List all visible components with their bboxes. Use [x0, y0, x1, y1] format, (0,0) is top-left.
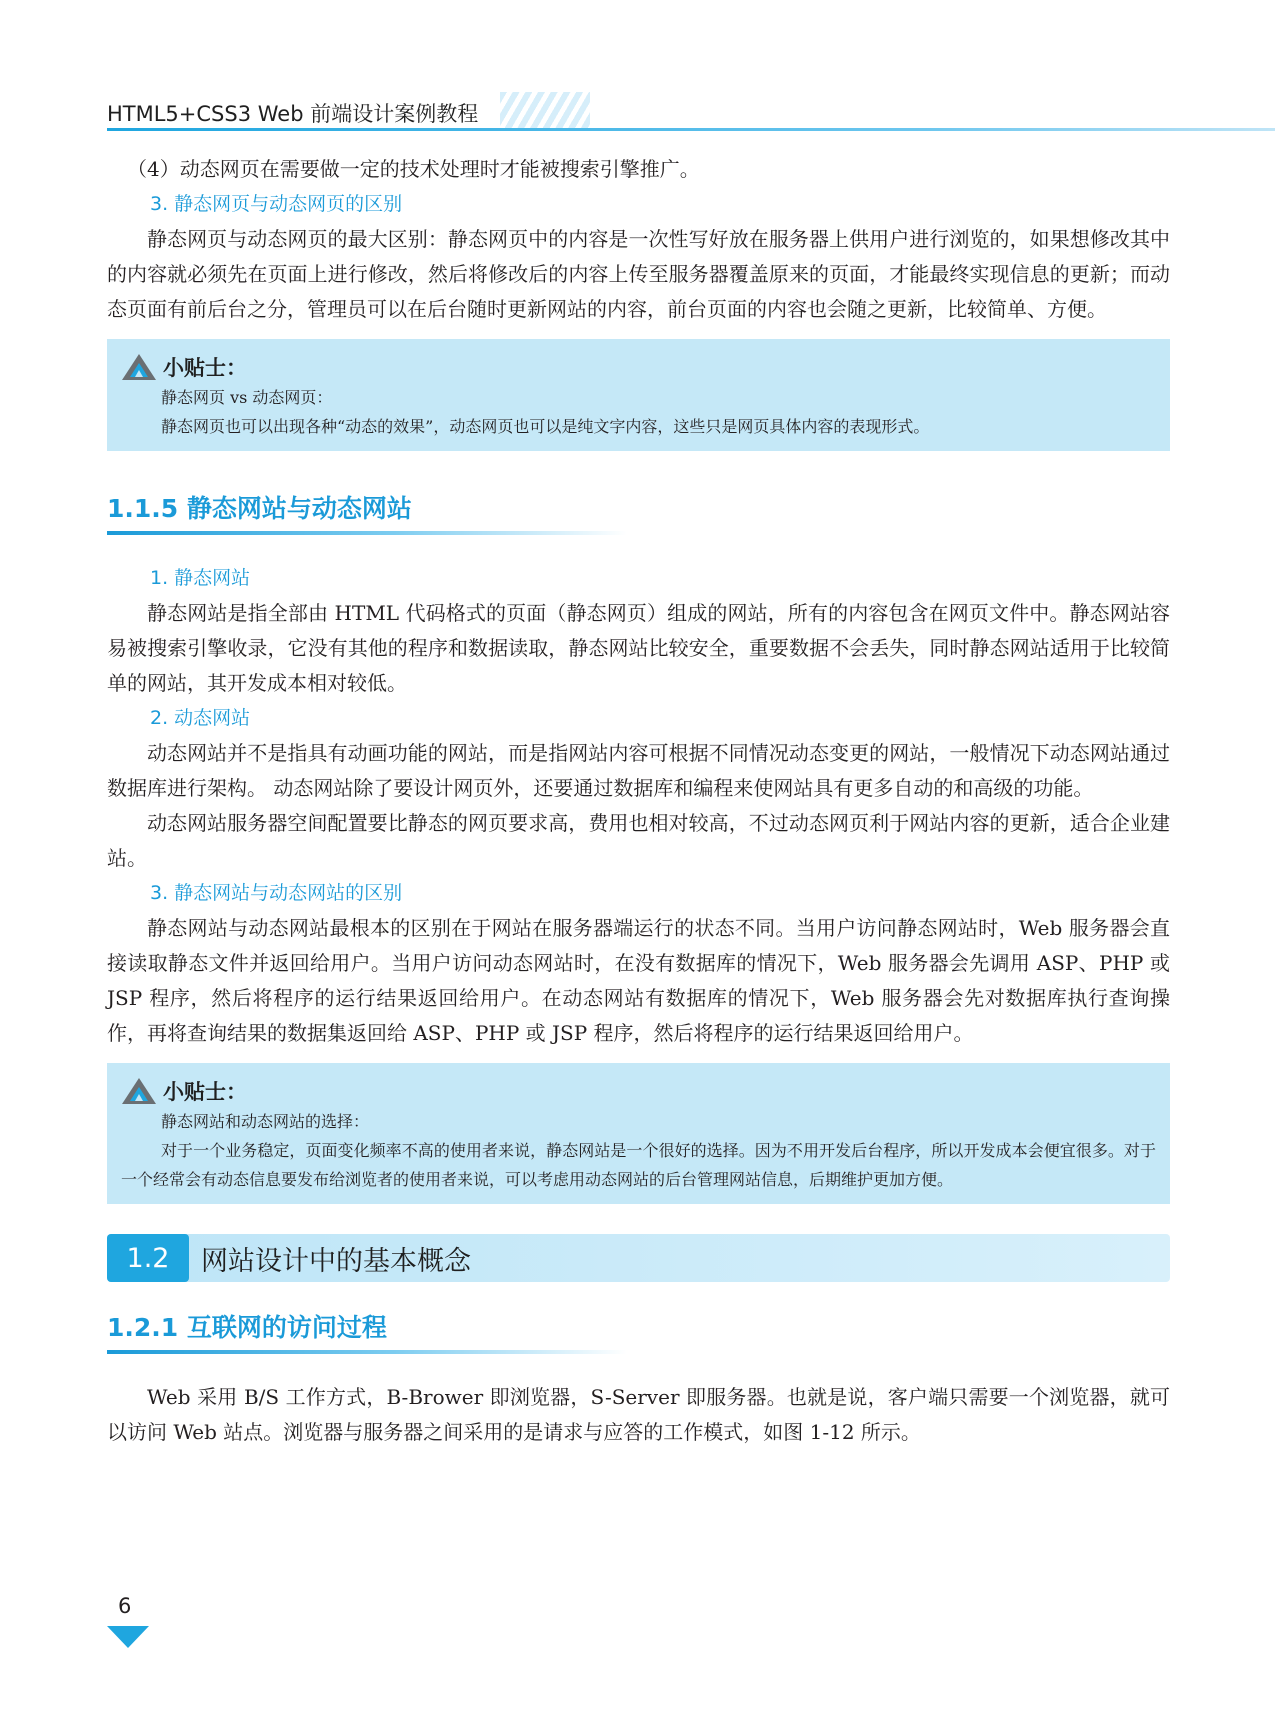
paragraph-web-access: Web 采用 B/S 工作方式，B-Brower 即浏览器，S-Server 即服务器。也就是说，客户端只需要一个浏览器，就可以访问 Web 站点。浏览器与服务器之间采用的是请求与应答的工作模式，如图 1-12 所示。: [107, 1385, 1170, 1444]
header-stripes-decoration: [500, 92, 590, 128]
list-item-4: （4）动态网页在需要做一定的技术处理时才能被搜索引擎推广。: [127, 157, 700, 181]
paragraph-page-difference: 静态网页与动态网页的最大区别：静态网页中的内容是一次性写好放在服务器上供用户进行浏览的，如果想修改其中的内容就必须先在页面上进行修改，然后将修改后的内容上传至服务器覆盖原来的页面，才能最终实现信息的更新；而动态页面有前后台之分，管理员可以在后台随时更新网站的内容，前台页面的内容也会随之更新，比较简单、方便。: [107, 227, 1170, 321]
paragraph-static-site: 静态网站是指全部由 HTML 代码格式的页面（静态网页）组成的网站，所有的内容包含在网页文件中。静态网站容易被搜索引擎收录，它没有其他的程序和数据读取，静态网站比较安全，重要数据不会丢失，同时静态网站适用于比较简单的网站，其开发成本相对较低。: [107, 601, 1170, 695]
tip-header: [121, 351, 1156, 383]
tip-title: 小贴士：: [163, 356, 247, 380]
running-header-title: HTML5+CSS3 Web 前端设计案例教程: [107, 102, 479, 126]
section-title: 1.2.1 互联网的访问过程: [107, 1313, 387, 1342]
section-underline: [107, 1350, 627, 1354]
page-number: 6: [118, 1594, 132, 1618]
page-arrow-icon: [107, 1626, 149, 1648]
subheading-site-difference: 3. 静态网站与动态网站的区别: [150, 882, 403, 904]
subheading-dynamic-site: 2. 动态网站: [150, 707, 251, 729]
tip-triangle-icon: [121, 353, 157, 381]
section-title: 网站设计中的基本概念: [201, 1245, 471, 1277]
tip-box-1: [107, 339, 1170, 451]
chapter-section-1-2: [107, 1234, 1170, 1282]
tip-line: 静态网页也可以出现各种“动态的效果”，动态网页也可以是纯文字内容，这些只是网页具体内容的表现形式。: [161, 417, 930, 436]
header-rule: [107, 128, 1275, 131]
page-content: [107, 152, 1170, 1450]
paragraph-dynamic-site-cost: 动态网站服务器空间配置要比静态的网页要求高，费用也相对较高，不过动态网页利于网站内容的更新，适合企业建站。: [107, 811, 1170, 870]
paragraph-site-difference: 静态网站与动态网站最根本的区别在于网站在服务器端运行的状态不同。当用户访问静态网站时，Web 服务器会直接读取静态文件并返回给用户。当用户访问动态网站时，在没有数据库的情况下，Web 服务器会先调用 ASP、PHP 或 JSP 程序，然后将程序的运行结果返回给用户。在动态网站有数据库的情况下，Web 服务器会先对数据库执行查询操作，再将查询结果的数据集返回给 ASP、PHP 或 JSP 程序，然后将程序的运行结果返回给用户。: [107, 916, 1170, 1045]
section-title: 1.1.5 静态网站与动态网站: [107, 494, 412, 523]
tip-box-2: [107, 1063, 1170, 1204]
tip-triangle-icon: [121, 1077, 157, 1105]
section-underline: [107, 531, 627, 535]
tip-header: [121, 1075, 1156, 1107]
section-number-badge: 1.2: [107, 1234, 189, 1282]
tip-line: 静态网页 vs 动态网页：: [161, 388, 333, 407]
subheading-page-difference: 3. 静态网页与动态网页的区别: [150, 193, 403, 215]
section-heading-1-1-5: [107, 489, 1170, 535]
section-heading-1-2-1: [107, 1308, 1170, 1354]
tip-line: 静态网站和动态网站的选择：: [161, 1112, 370, 1131]
paragraph-dynamic-site: 动态网站并不是指具有动画功能的网站，而是指网站内容可根据不同情况动态变更的网站，一般情况下动态网站通过数据库进行架构。 动态网站除了要设计网页外，还要通过数据库和编程来使网站具有更多自动的和高级的功能。: [107, 741, 1170, 800]
tip-title: 小贴士：: [163, 1080, 247, 1104]
tip-line: 对于一个业务稳定，页面变化频率不高的使用者来说，静态网站是一个很好的选择。因为不用开发后台程序，所以开发成本会便宜很多。对于一个经常会有动态信息要发布给浏览者的使用者来说，可以考虑用动态网站的后台管理网站信息，后期维护更加方便。: [121, 1141, 1156, 1189]
subheading-static-site: 1. 静态网站: [150, 567, 251, 589]
